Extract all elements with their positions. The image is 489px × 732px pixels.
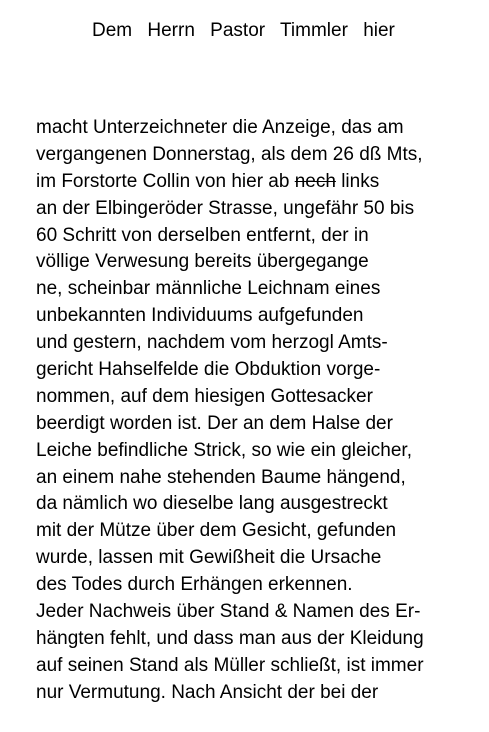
- text-line: ne, scheinbar männliche Leichnam eines: [36, 278, 381, 300]
- text-line: macht Unterzeichneter die Anzeige, das am: [36, 117, 404, 138]
- text-line: und gestern, nachdem vom herzogl Amts-: [36, 332, 388, 354]
- text-line: auf seinen Stand als Müller schließt, ist immer: [36, 654, 424, 676]
- text-segment: links: [335, 170, 380, 192]
- text-line: an einem nahe stehenden Baume hängend,: [36, 466, 406, 488]
- text-line: gericht Hahselfelde die Obduktion vorge-: [36, 359, 381, 381]
- text-line: [36, 169, 476, 196]
- text-line: Jeder Nachweis über Stand & Namen des Er-: [36, 601, 421, 623]
- text-line: nur Vermutung. Nach Ansicht der bei der: [36, 681, 379, 703]
- text-line: nommen, auf dem hiesigen Gottesacker: [36, 385, 373, 407]
- text-segment: im Forstorte Collin von hier ab: [36, 170, 295, 192]
- text-line: wurde, lassen mit Gewißheit die Ursache: [36, 547, 382, 569]
- text-line: mit der Mütze über dem Gesicht, gefunden: [36, 520, 397, 542]
- text-line: unbekannten Individuums aufgefunden: [36, 305, 364, 327]
- text-line: völlige Verwesung bereits übergegange: [36, 251, 369, 273]
- text-line: Leiche befindliche Strick, so wie ein gleicher,: [36, 439, 412, 461]
- struck-word: nech: [294, 170, 336, 192]
- text-line: 60 Schritt von derselben entfernt, der in: [36, 224, 369, 246]
- letter-body: [36, 115, 476, 707]
- text-line: da nämlich wo dieselbe lang ausgestreckt: [36, 493, 388, 515]
- letter-heading: Dem Herrn Pastor Timmler hier: [92, 20, 395, 41]
- text-line: beerdigt worden ist. Der an dem Halse der: [36, 412, 393, 434]
- text-line: hängten fehlt, und dass man aus der Kleidung: [36, 627, 424, 649]
- text-line: vergangenen Donnerstag, als dem 26 dß Mts,: [36, 143, 423, 165]
- text-line: des Todes durch Erhängen erkennen.: [36, 574, 353, 596]
- text-line: an der Elbingeröder Strasse, ungefähr 50 bis: [36, 197, 415, 219]
